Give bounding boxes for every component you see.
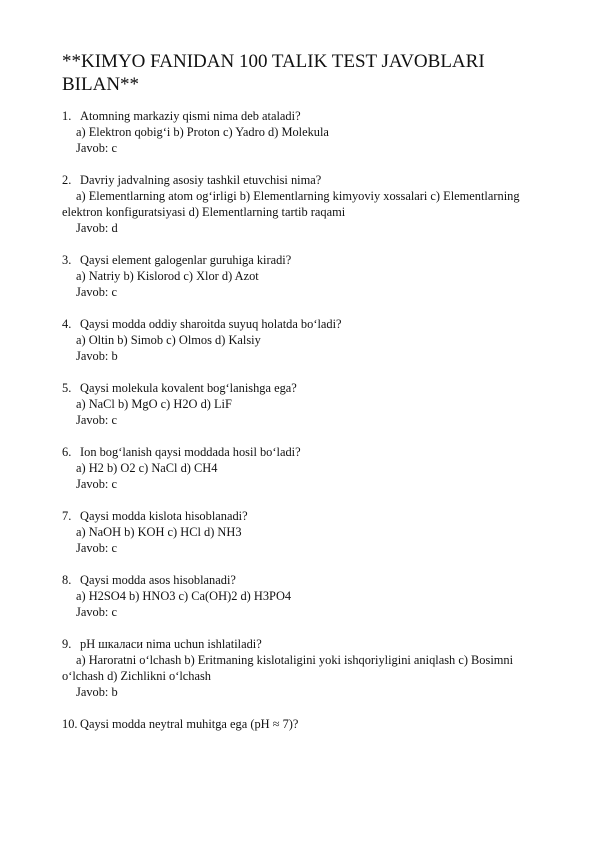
question-number: 6. [62, 445, 72, 459]
question-number: 5. [62, 381, 72, 395]
question-options: a) H2 b) O2 c) NaCl d) CH4 [76, 461, 218, 475]
question-9 [62, 636, 534, 700]
question-3 [62, 252, 534, 300]
question-1 [62, 108, 534, 156]
question-text: Qaysi modda asos hisoblanadi? [80, 573, 236, 587]
question-text: Atomning markaziy qismi nima deb ataladi? [80, 109, 301, 123]
question-text: Qaysi molekula kovalent bog‘lanishga ega? [80, 381, 297, 395]
question-options: a) Elektron qobig‘i b) Proton c) Yadro d) Molekula [76, 125, 329, 139]
question-text: Davriy jadvalning asosiy tashkil etuvchisi nima? [80, 173, 322, 187]
question-number: 7. [62, 509, 72, 523]
question-text: Qaysi modda oddiy sharoitda suyuq holatda bo‘ladi? [80, 317, 342, 331]
question-options: a) Oltin b) Simob c) Olmos d) Kalsiy [76, 333, 261, 347]
question-text: Qaysi element galogenlar guruhiga kiradi? [80, 253, 292, 267]
question-answer: Javob: b [76, 349, 118, 363]
question-options: a) H2SO4 b) HNO3 c) Ca(OH)2 d) H3PO4 [76, 589, 292, 603]
question-10 [62, 716, 534, 732]
question-number: 8. [62, 573, 72, 587]
page-title: **KIMYO FANIDAN 100 TALIK TEST JAVOBLARI BILAN** [62, 51, 485, 95]
question-number: 3. [62, 253, 72, 267]
question-5 [62, 380, 534, 428]
question-8 [62, 572, 534, 620]
question-text: Ion bog‘lanish qaysi moddada hosil bo‘ladi? [80, 445, 301, 459]
question-options: a) NaCl b) MgO c) H2O d) LiF [76, 397, 232, 411]
question-number: 4. [62, 317, 72, 331]
question-options: a) NaOH b) KOH c) HCl d) NH3 [76, 525, 242, 539]
question-number: 9. [62, 637, 72, 651]
question-text: Qaysi modda neytral muhitga ega (pH ≈ 7)? [80, 717, 299, 731]
question-answer: Javob: c [76, 605, 117, 619]
question-6 [62, 444, 534, 492]
question-7 [62, 508, 534, 556]
question-number: 2. [62, 173, 72, 187]
question-options: a) Haroratni o‘lchash b) Eritmaning kislotaligini yoki ishqoriyligini aniqlash c) Bosimni o‘lchash d) Zichlikni o‘lchash [62, 653, 514, 683]
question-number: 10. [62, 717, 78, 731]
question-number: 1. [62, 109, 72, 123]
question-answer: Javob: c [76, 477, 117, 491]
question-options: a) Natriy b) Kislorod c) Xlor d) Azot [76, 269, 259, 283]
question-answer: Javob: c [76, 141, 117, 155]
question-options: a) Elementlarning atom og‘irligi b) Elementlarning kimyoviy xossalari c) Elementlarning elektron konfiguratsiyasi d) Elementlarning tartib raqami [62, 189, 520, 219]
question-text: pH шкаласи nima uchun ishlatiladi? [80, 637, 262, 651]
question-answer: Javob: b [76, 685, 118, 699]
question-answer: Javob: c [76, 285, 117, 299]
question-answer: Javob: d [76, 221, 118, 235]
question-4 [62, 316, 534, 364]
question-answer: Javob: c [76, 413, 117, 427]
question-text: Qaysi modda kislota hisoblanadi? [80, 509, 248, 523]
question-answer: Javob: c [76, 541, 117, 555]
question-2 [62, 172, 534, 236]
